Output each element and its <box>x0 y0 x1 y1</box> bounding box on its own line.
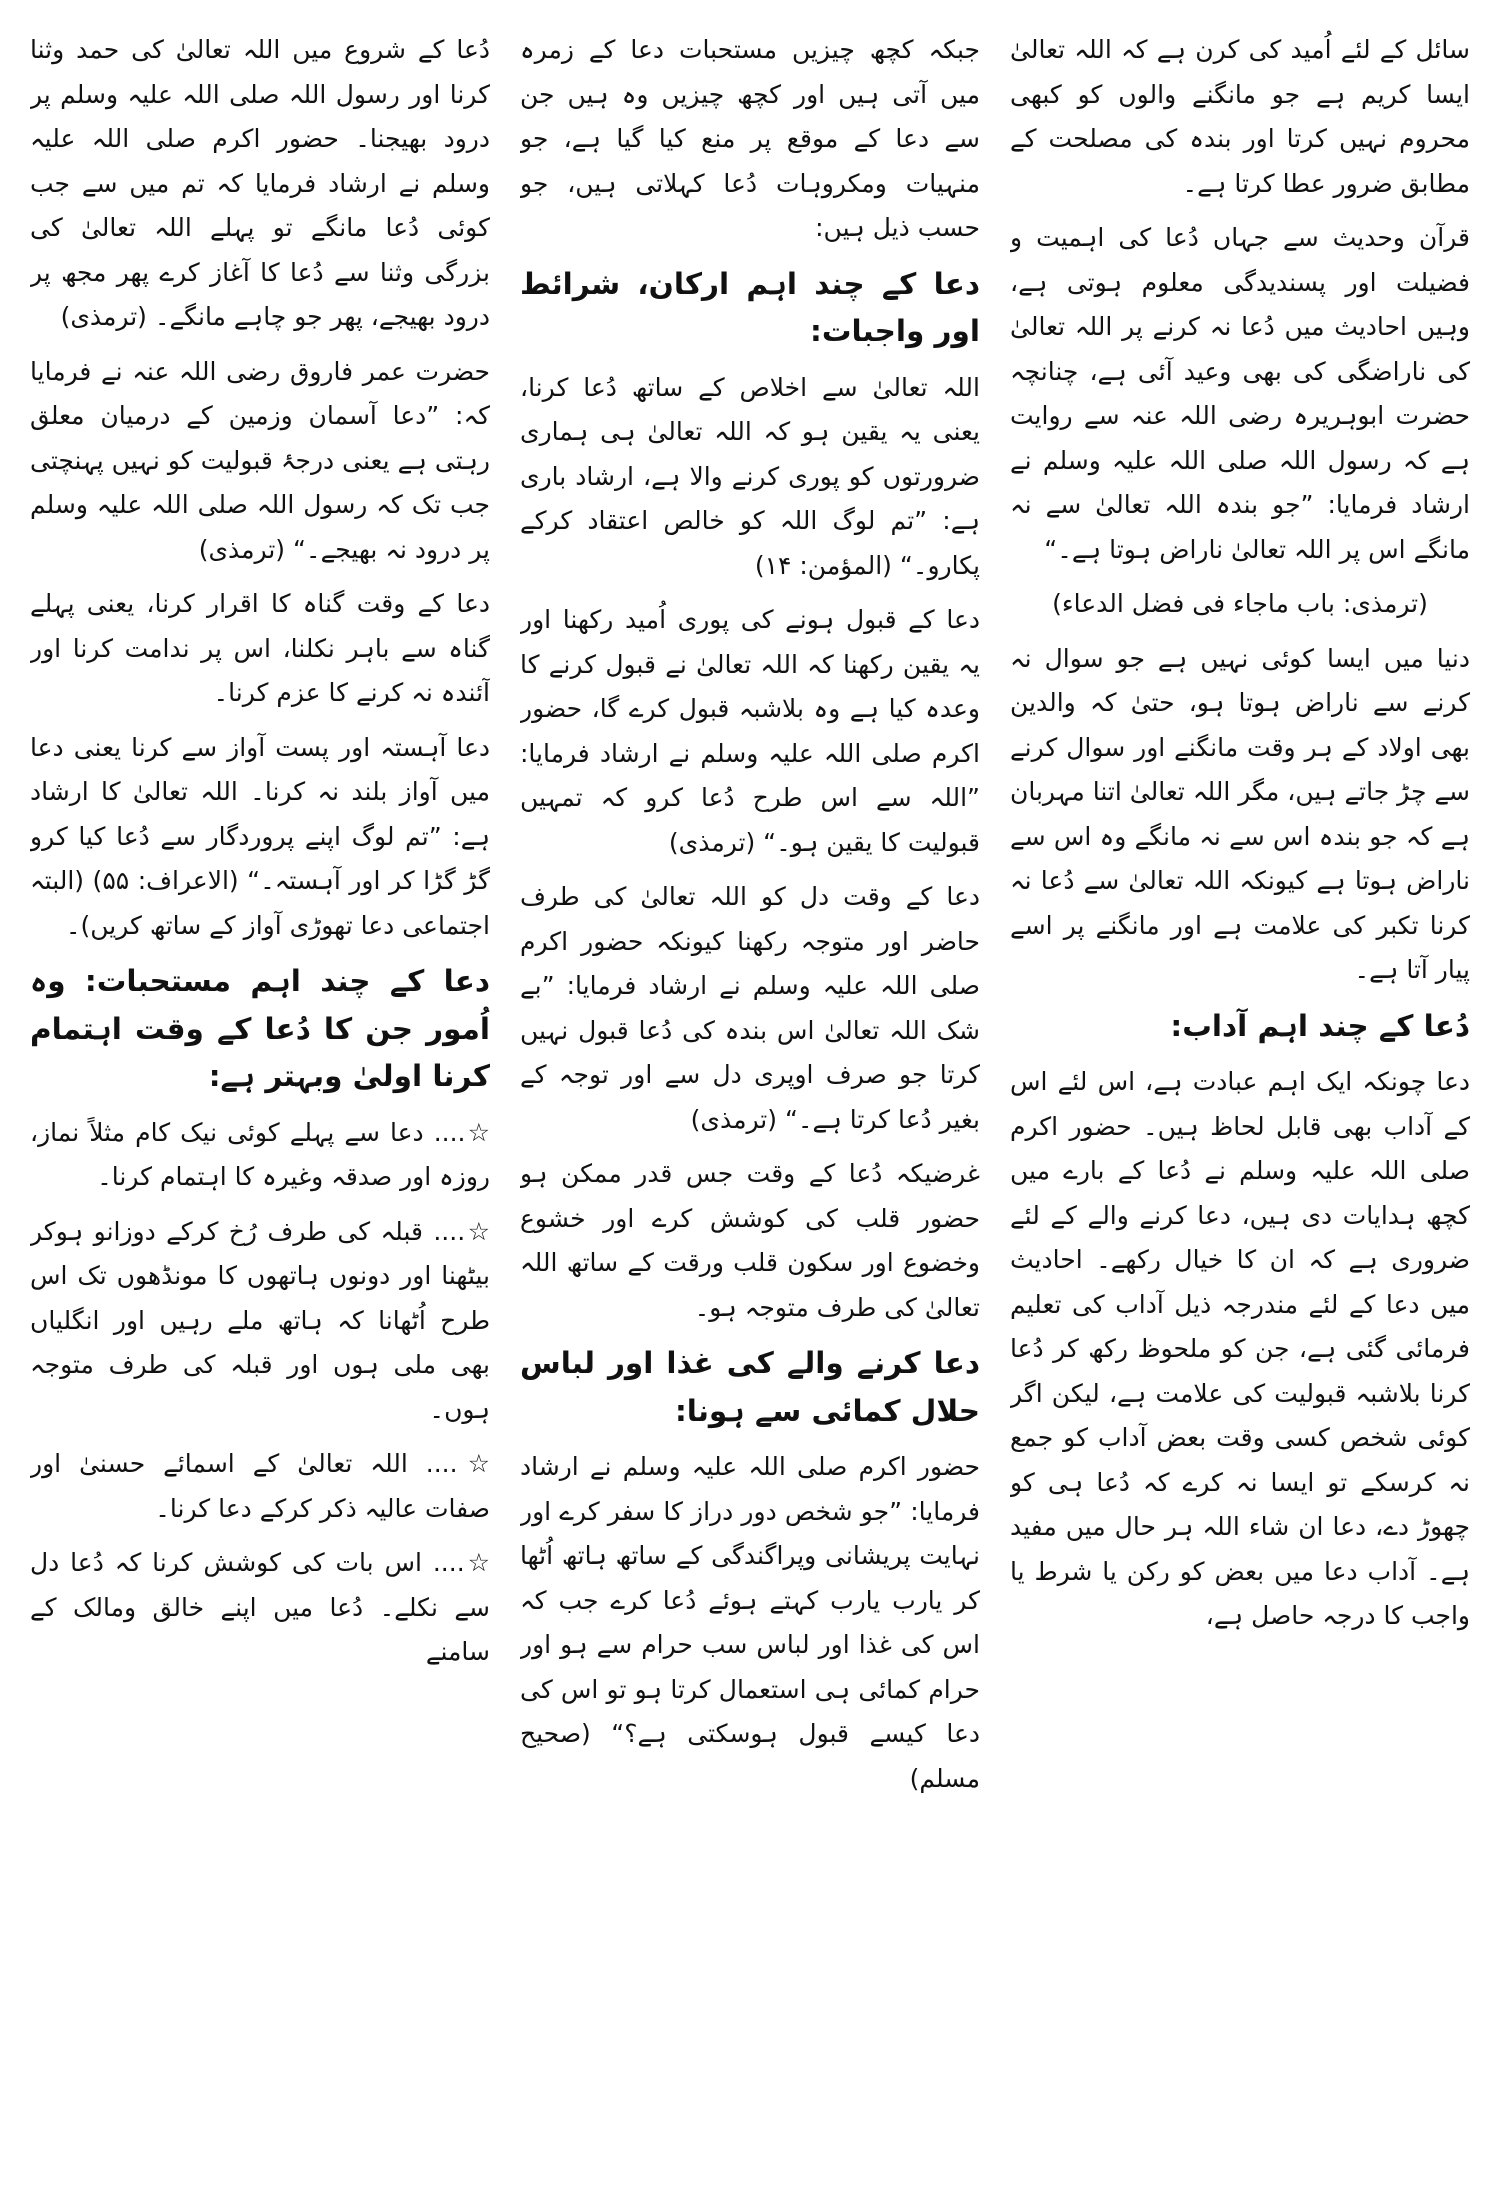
paragraph: دنیا میں ایسا کوئی نہیں ہے جو سوال نہ کرنے سے ناراض ہوتا ہو، حتیٰ کہ والدین بھی اولاد کے ہر وقت مانگنے اور سوال کرنے سے چڑ جاتے ہیں، مگر اللہ تعالیٰ اتنا مہربان ہے کہ جو بندہ اس سے نہ مانگے وہ اس سے ناراض ہوتا ہے کیونکہ اللہ تعالیٰ سے دُعا نہ کرنا تکبر کی علامت ہے اور مانگنے پر اسے پیار آتا ہے۔ <box>1010 643 1470 984</box>
paragraph: دعا کے وقت گناہ کا اقرار کرنا، یعنی پہلے گناہ سے باہر نکلنا، اس پر ندامت کرنا اور آئندہ نہ کرنے کا عزم کرنا۔ <box>30 589 490 707</box>
paragraph: دعا چونکہ ایک اہم عبادت ہے، اس لئے اس کے آداب بھی قابل لحاظ ہیں۔ حضور اکرم صلی اللہ علیہ وسلم نے دُعا کے بارے میں کچھ ہدایات دی ہیں، دعا کرنے والے کے لئے ضروری ہے کہ ان کا خیال رکھے۔ احادیث میں دعا کے لئے مندرجہ ذیل آداب کی تعلیم فرمائی گئی ہے، جن کو ملحوظ رکھ کر دُعا کرنا بلاشبہ قبولیت کی علامت ہے، لیکن اگر کوئی شخص کسی وقت بعض آداب کو جمع نہ کرسکے تو ایسا نہ کرے کہ دُعا ہی کو چھوڑ دے، دعا ان شاء اللہ ہر حال میں مفید ہے۔ آداب دعا میں بعض کو رکن یا شرط یا واجب کا درجہ حاصل ہے، <box>1010 1067 1470 1630</box>
paragraph: حضور اکرم صلی اللہ علیہ وسلم نے ارشاد فرمایا: ”جو شخص دور دراز کا سفر کرے اور نہایت پریشانی وپراگندگی کے ساتھ ہاتھ اُٹھا کر یارب یارب کہتے ہوئے دُعا کرے جب کہ اس کی غذا اور لباس سب حرام سے ہو اور حرام کمائی ہی استعمال کرتا ہو تو اس کی دعا کیسے قبول ہوسکتی ہے؟“ (صحیح مسلم) <box>520 1452 980 1793</box>
paragraph: دُعا کے شروع میں اللہ تعالیٰ کی حمد وثنا کرنا اور رسول اللہ صلی اللہ علیہ وسلم پر درود بھیجنا۔ حضور اکرم صلی اللہ علیہ وسلم نے ارشاد فرمایا کہ تم میں سے جب کوئی دُعا مانگے تو پہلے اللہ تعالیٰ کی بزرگی وثنا سے دُعا کا آغاز کرے پھر مجھ پر درود بھیجے، پھر جو چاہے مانگے۔ (ترمذی) <box>30 35 490 331</box>
paragraph: اللہ تعالیٰ سے اخلاص کے ساتھ دُعا کرنا، یعنی یہ یقین ہو کہ اللہ تعالیٰ ہی ہماری ضرورتوں کو پوری کرنے والا ہے، ارشاد باری ہے: ”تم لوگ اللہ کو خالص اعتقاد کرکے پکارو۔“ (المؤمن: ۱۴) <box>520 372 980 580</box>
section-heading: دعا کرنے والے کی غذا اور لباس حلال کمائی سے ہونا: <box>520 1346 980 1428</box>
paragraph: حضرت عمر فاروق رضی اللہ عنہ نے فرمایا کہ: ”دعا آسمان وزمین کے درمیان معلق رہتی ہے یعنی درجۂ قبولیت کو نہیں پہنچتی جب تک کہ رسول اللہ صلی اللہ علیہ وسلم پر درود نہ بھیجے۔“ (ترمذی) <box>30 356 490 564</box>
paragraph: ☆.... قبلہ کی طرف رُخ کرکے دوزانو ہوکر بیٹھنا اور دونوں ہاتھوں کا مونڈھوں تک اس طرح اُٹھانا کہ ہاتھ ملے رہیں اور انگلیاں بھی ملی ہوں اور قبلہ کی طرف متوجہ ہوں۔ <box>30 1216 490 1424</box>
paragraph: غرضیکہ دُعا کے وقت جس قدر ممکن ہو حضور قلب کی کوشش کرے اور خشوع وخضوع اور سکون قلب ورقت کے ساتھ اللہ تعالیٰ کی طرف متوجہ ہو۔ <box>520 1159 980 1322</box>
column-right <box>1010 28 1470 2200</box>
section-heading: دعا کے چند اہم ارکان، شرائط اور واجبات: <box>520 266 980 348</box>
article-columns <box>30 28 1470 2200</box>
paragraph: ☆.... اللہ تعالیٰ کے اسمائے حسنیٰ اور صفات عالیہ ذکر کرکے دعا کرنا۔ <box>30 1449 490 1523</box>
paragraph: دعا کے قبول ہونے کی پوری اُمید رکھنا اور یہ یقین رکھنا کہ اللہ تعالیٰ نے قبول کرنے کا وعدہ کیا ہے وہ بلاشبہ قبول کرے گا، حضور اکرم صلی اللہ علیہ وسلم نے ارشاد فرمایا: ”اللہ سے اس طرح دُعا کرو کہ تمہیں قبولیت کا یقین ہو۔“ (ترمذی) <box>520 605 980 857</box>
section-heading: دُعا کے چند اہم آداب: <box>1170 1008 1470 1043</box>
paragraph: دعا کے وقت دل کو اللہ تعالیٰ کی طرف حاضر اور متوجہ رکھنا کیونکہ حضور اکرم صلی اللہ علیہ وسلم نے ارشاد فرمایا: ”بے شک اللہ تعالیٰ اس بندہ کی دُعا قبول نہیں کرتا جو صرف اوپری دل سے اور توجہ کے بغیر دُعا کرتا ہے۔“ (ترمذی) <box>520 882 980 1134</box>
column-left <box>30 28 490 2200</box>
paragraph: ☆.... دعا سے پہلے کوئی نیک کام مثلاً نماز، روزہ اور صدقہ وغیرہ کا اہتمام کرنا۔ <box>30 1117 490 1191</box>
section-heading: دعا کے چند اہم مستحبات: وہ اُمور جن کا دُعا کے وقت اہتمام کرنا اولیٰ وبہتر ہے: <box>30 964 490 1093</box>
citation: (ترمذی: باب ماجاء فی فضل الدعاء) <box>1052 589 1428 618</box>
paragraph: سائل کے لئے اُمید کی کرن ہے کہ اللہ تعالیٰ ایسا کریم ہے جو مانگنے والوں کو کبھی محروم نہیں کرتا اور بندہ کی مصلحت کے مطابق ضرور عطا کرتا ہے۔ <box>1010 35 1470 198</box>
paragraph: جبکہ کچھ چیزیں مستحبات دعا کے زمرہ میں آتی ہیں اور کچھ چیزیں وہ ہیں جن سے دعا کے موقع پر منع کیا گیا ہے، جو منہیات ومکروہات دُعا کہلاتی ہیں، جو حسب ذیل ہیں: <box>520 35 980 242</box>
paragraph: قرآن وحدیث سے جہاں دُعا کی اہمیت و فضیلت اور پسندیدگی معلوم ہوتی ہے، وہیں احادیث میں دُعا نہ کرنے پر اللہ تعالیٰ کی ناراضگی کی بھی وعید آئی ہے، چنانچہ حضرت ابوہریرہ رضی اللہ عنہ سے روایت ہے کہ رسول اللہ صلی اللہ علیہ وسلم نے ارشاد فرمایا: ”جو بندہ اللہ تعالیٰ سے نہ مانگے اس پر اللہ تعالیٰ ناراض ہوتا ہے۔“ <box>1010 223 1470 564</box>
paragraph: ☆.... اس بات کی کوشش کرنا کہ دُعا دل سے نکلے۔ دُعا میں اپنے خالق ومالک کے سامنے <box>30 1548 490 1666</box>
column-middle <box>520 28 980 2200</box>
paragraph: دعا آہستہ اور پست آواز سے کرنا یعنی دعا میں آواز بلند نہ کرنا۔ اللہ تعالیٰ کا ارشاد ہے: ”تم لوگ اپنے پروردگار سے دُعا کیا کرو گڑ گڑا کر اور آہستہ۔“ (الاعراف: ۵۵) (البتہ اجتماعی دعا تھوڑی آواز کے ساتھ کریں)۔ <box>30 732 490 940</box>
